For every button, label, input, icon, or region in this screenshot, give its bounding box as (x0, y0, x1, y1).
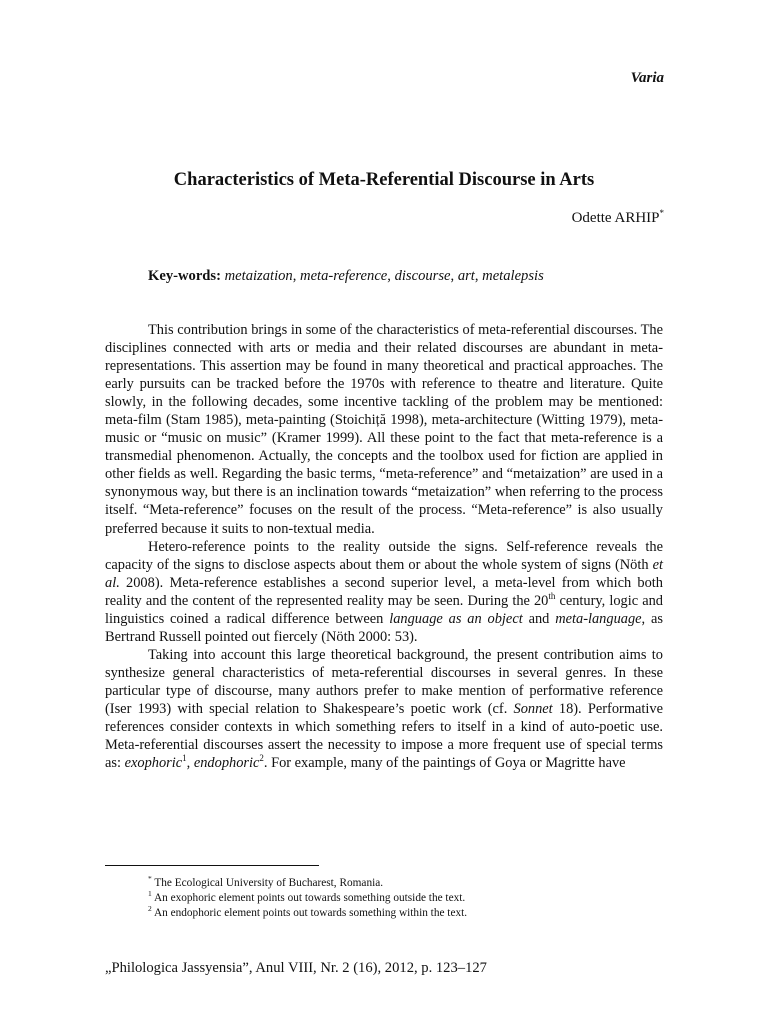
article-body (105, 321, 663, 772)
section-tag: Varia (630, 70, 664, 86)
journal-citation: „Philologica Jassyensia”, Anul VIII, Nr. 2 (16), 2012, p. 123–127 (105, 960, 487, 976)
footnote-ref-1: 1 (182, 753, 187, 764)
footnote-item: * The Ecological University of Bucharest, Romania. (148, 874, 384, 889)
author-footnote-marker: * (659, 208, 664, 218)
footnote-separator (105, 865, 319, 866)
footnote-item: $^2$ An endophoric element points out towards something within the text. (148, 904, 468, 920)
keyword: metalepsis (482, 268, 544, 284)
keyword: metaization (224, 268, 293, 284)
footnotes (148, 876, 668, 922)
author-name: Odette ARHIP (571, 210, 660, 226)
keywords-line: Key-words: metaization, meta-reference, discourse, art, metalepsis (148, 268, 544, 284)
body-paragraph-3: Taking into account this large theoretical background, the present contribution aims to synthesize general characteristics of meta-referential discourses in several genres. In these particular type of discourse, many authors prefer to make mention of performative reference (Iser 1993) with special relation to Shakespeare’s poetic work (cf. Sonnet 18). Performative references consider contexts in which something refers to itself in a kind of auto-poetic use. Meta-referential discourses assert the necessity to impose a more frequent use of special terms as: exophoric$^1$, endophoric$^2$. For example, many of the paintings of Goya or Magritte have (105, 646, 663, 772)
footnote-ref-2: 2 (259, 753, 264, 764)
keyword: meta-reference (300, 268, 388, 284)
keyword: art (457, 268, 475, 284)
keyword: discourse (394, 268, 451, 284)
body-paragraph-2: Hetero-reference points to the reality outside the signs. Self-reference reveals the capacity of the signs to disclose aspects about them or about the whole system of signs (Nöth et al. 2008). Meta-reference establishes a second superior level, a meta-level from which both reality and the content of the represented reality may be seen. During the 20th century, logic and linguistics coined a radical difference between language as an object and meta-language, as Bertrand Russell pointed out fiercely (Nöth 2000: 53). (105, 538, 663, 645)
author-line (572, 210, 664, 227)
article-title: Characteristics of Meta-Referential Discourse in Arts (173, 170, 595, 190)
footnote-item: $^1$ An exophoric element points out towards something outside the text. (148, 889, 466, 905)
body-paragraph-1: This contribution brings in some of the characteristics of meta-referential discourses. The disciplines connected with arts or media and their related discourses are abundant in meta-representations. This assertion may be found in many theoretical and practical approaches. The early pursuits can be tracked before the 1970s with reference to theatre and literature. Quite slowly, in the following decades, some incentive tackling of the problem may be mentioned: meta-film (Stam 1985), meta-painting (Stoichiță 1998), meta-architecture (Witting 1979), meta-music or “music on music” (Kramer 1999). All these point to the fact that meta-reference is a transmedial phenomenon. Actually, the concepts and the toolbox used for fiction are applied in other fields as well. Regarding the basic terms, “meta-reference” and “metaization” are used in a synonymous way, but there is an inclination towards “metaization” when referring to the process itself. “Meta-reference” focuses on the result of the process. “Meta-reference” is also usually preferred because it suits to non-textual media. (105, 322, 663, 537)
keywords-label: Key-words: (148, 268, 221, 284)
